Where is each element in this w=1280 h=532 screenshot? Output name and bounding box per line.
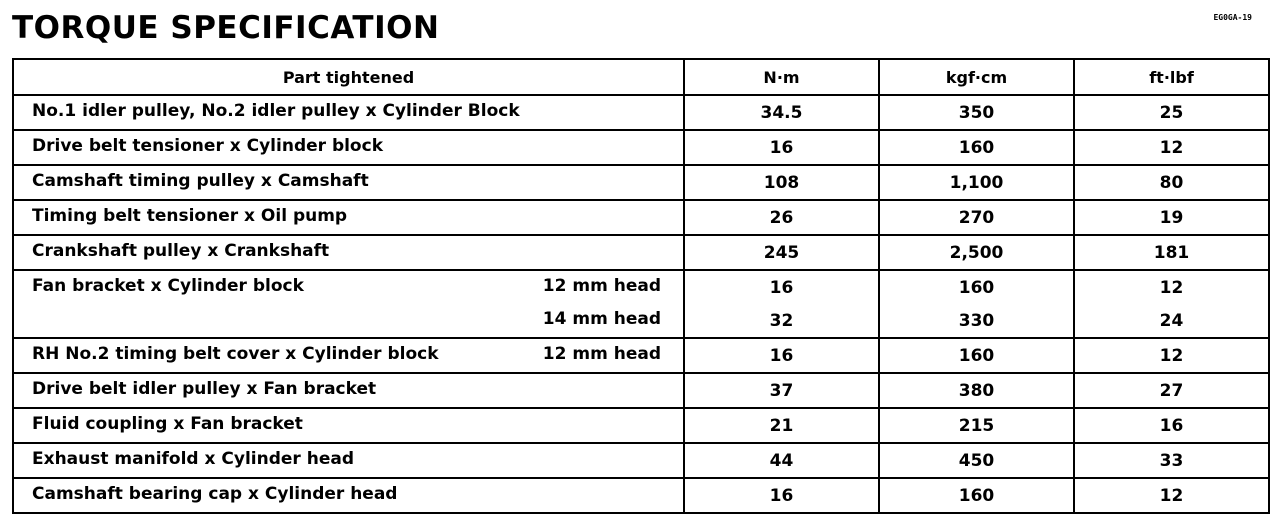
- part-name: Exhaust manifold x Cylinder head: [32, 449, 354, 469]
- nm-cell: 16: [684, 270, 879, 304]
- ftlbf-cell: 16: [1074, 408, 1269, 443]
- table-row: [13, 200, 1269, 235]
- nm-cell: 245: [684, 235, 879, 270]
- ftlbf-cell: 12: [1074, 338, 1269, 373]
- part-cell: [13, 408, 684, 443]
- nm-cell: 16: [684, 338, 879, 373]
- head-size: 12 mm head: [542, 276, 661, 296]
- part-cell: [13, 338, 684, 373]
- ftlbf-cell: 80: [1074, 165, 1269, 200]
- nm-cell: 108: [684, 165, 879, 200]
- table-row: [13, 373, 1269, 408]
- table-row: [13, 478, 1269, 513]
- nm-cell: 37: [684, 373, 879, 408]
- ftlbf-cell: 12: [1074, 270, 1269, 304]
- ftlbf-cell: 25: [1074, 95, 1269, 130]
- ftlbf-cell: 24: [1074, 304, 1269, 338]
- part-name: RH No.2 timing belt cover x Cylinder block: [32, 344, 439, 364]
- part-cell: [13, 200, 684, 235]
- part-name: Fluid coupling x Fan bracket: [32, 414, 303, 434]
- part-cell: [13, 373, 684, 408]
- head-size: 12 mm head: [542, 344, 661, 364]
- part-cell: [13, 130, 684, 165]
- header-kgfcm: kgf·cm: [879, 59, 1074, 95]
- table-row: [13, 304, 1269, 338]
- kgfcm-cell: 330: [879, 304, 1074, 338]
- table-row: [13, 130, 1269, 165]
- kgfcm-cell: 270: [879, 200, 1074, 235]
- table-row: [13, 165, 1269, 200]
- ftlbf-cell: 33: [1074, 443, 1269, 478]
- header-nm: N·m: [684, 59, 879, 95]
- part-cell: [13, 165, 684, 200]
- head-size: 14 mm head: [542, 309, 661, 329]
- table-row: [13, 95, 1269, 130]
- table-row: [13, 408, 1269, 443]
- kgfcm-cell: 160: [879, 478, 1074, 513]
- part-name: Camshaft timing pulley x Camshaft: [32, 171, 369, 191]
- header-ftlbf: ft·lbf: [1074, 59, 1269, 95]
- torque-spec-table: [12, 58, 1270, 514]
- part-cell: [13, 443, 684, 478]
- part-name: Camshaft bearing cap x Cylinder head: [32, 484, 398, 504]
- table-row: [13, 443, 1269, 478]
- ftlbf-cell: 12: [1074, 478, 1269, 513]
- part-name: Fan bracket x Cylinder block: [32, 276, 304, 296]
- header-part: Part tightened: [13, 59, 684, 95]
- table-row: [13, 235, 1269, 270]
- kgfcm-cell: 2,500: [879, 235, 1074, 270]
- table-row: [13, 338, 1269, 373]
- table-header-row: [13, 59, 1269, 95]
- part-cell: [13, 270, 684, 304]
- nm-cell: 26: [684, 200, 879, 235]
- ftlbf-cell: 19: [1074, 200, 1269, 235]
- part-cell: [13, 478, 684, 513]
- kgfcm-cell: 160: [879, 130, 1074, 165]
- kgfcm-cell: 215: [879, 408, 1074, 443]
- nm-cell: 34.5: [684, 95, 879, 130]
- ftlbf-cell: 27: [1074, 373, 1269, 408]
- part-name: Crankshaft pulley x Crankshaft: [32, 241, 330, 261]
- kgfcm-cell: 450: [879, 443, 1074, 478]
- part-cell: [13, 304, 684, 338]
- table-row: [13, 270, 1269, 304]
- part-cell: [13, 235, 684, 270]
- kgfcm-cell: 350: [879, 95, 1074, 130]
- document-code: EG0GA-19: [1213, 13, 1252, 22]
- ftlbf-cell: 181: [1074, 235, 1269, 270]
- kgfcm-cell: 160: [879, 270, 1074, 304]
- kgfcm-cell: 1,100: [879, 165, 1074, 200]
- part-name: No.1 idler pulley, No.2 idler pulley x Cylinder Block: [32, 101, 520, 121]
- kgfcm-cell: 160: [879, 338, 1074, 373]
- nm-cell: 16: [684, 478, 879, 513]
- part-cell: [13, 95, 684, 130]
- part-name: Drive belt idler pulley x Fan bracket: [32, 379, 377, 399]
- nm-cell: 32: [684, 304, 879, 338]
- kgfcm-cell: 380: [879, 373, 1074, 408]
- nm-cell: 21: [684, 408, 879, 443]
- nm-cell: 16: [684, 130, 879, 165]
- part-name: Timing belt tensioner x Oil pump: [32, 206, 348, 226]
- part-name: Drive belt tensioner x Cylinder block: [32, 136, 383, 156]
- ftlbf-cell: 12: [1074, 130, 1269, 165]
- nm-cell: 44: [684, 443, 879, 478]
- page-title: TORQUE SPECIFICATION: [12, 10, 440, 46]
